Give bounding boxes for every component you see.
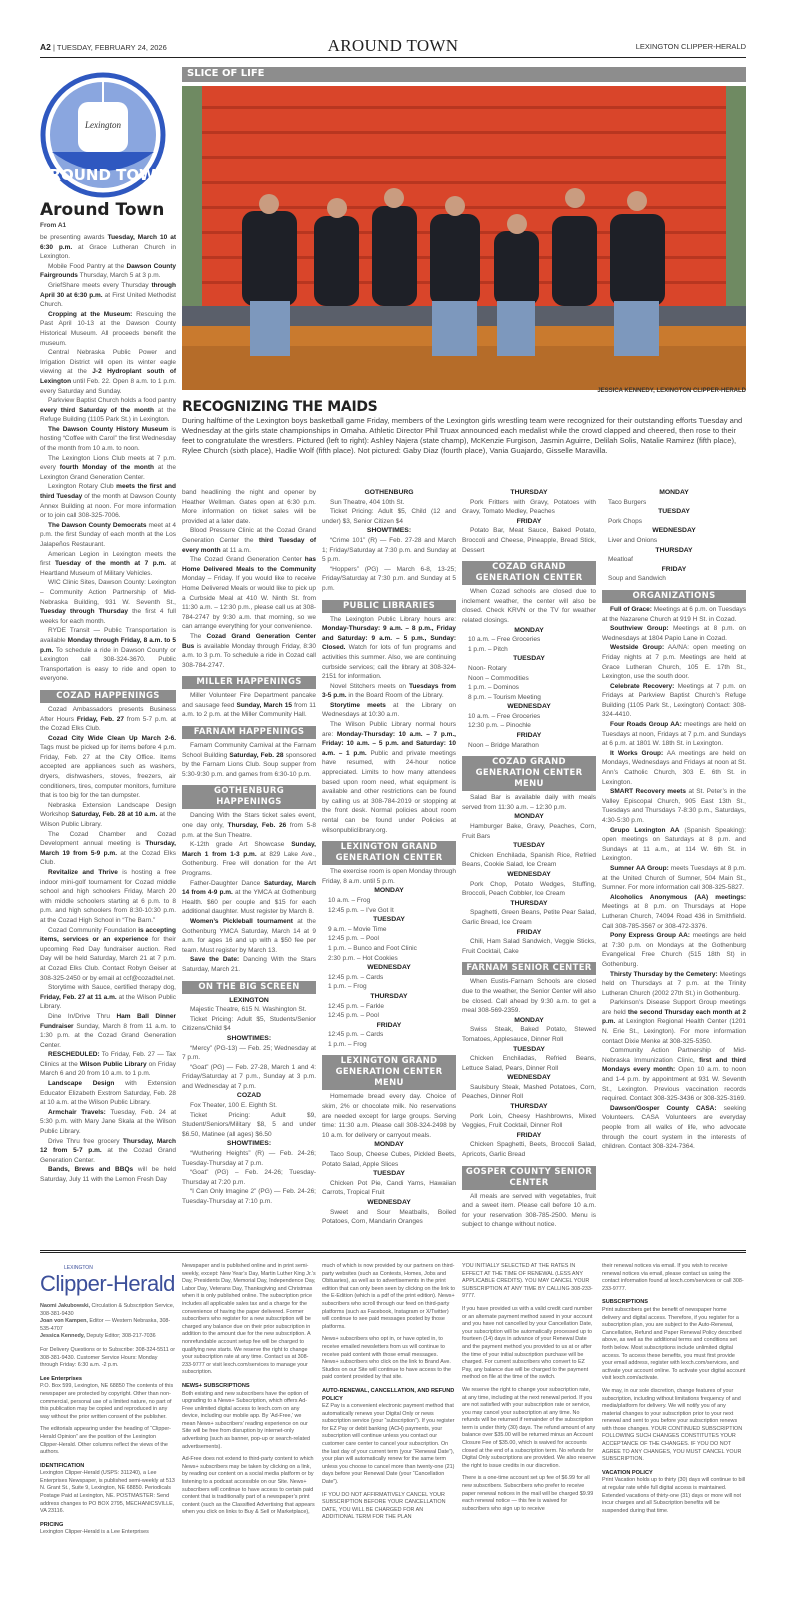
- paragraph: Fox Theater, 100 E. Eighth St.: [190, 1102, 277, 1110]
- showtimes-heading: SHOWTIMES:: [226, 1140, 272, 1148]
- paragraph: Grupo Lexington AA (Spanish Speaking): open meetings on Saturdays at 8 p.m. and Sundays at 11 a.m., at 114 W. 6th St. in Lexington.: [602, 826, 746, 863]
- paragraph: RYDE Transit — Public Transportation is available Monday through Friday, 8 a.m. to 5 p.m. To schedule a ride in Dawson County or Lexington call 308-324-3670. Public Transportation is easy to ride and open to everyone.: [40, 627, 177, 683]
- section-divider: [40, 1250, 746, 1253]
- paragraph: Bands, Brews and BBQs will be held Saturday, July 11 with the Lemon Fresh Day: [40, 1166, 176, 1183]
- schedule-item: 12:45 p.m. – Pool: [328, 935, 379, 943]
- schedule-item: 9 a.m. – Movie Time: [328, 925, 387, 933]
- editorial-note: The editorials appearing under the heading of “Clipper-Herald Opinion” are the position of the Lexington Clipper-Herald. Other columns reflect the views of the authors.: [40, 1426, 171, 1456]
- page-folio: A2 | TUESDAY, FEBRUARY 24, 2026: [40, 42, 167, 52]
- paragraph: Lexington Rotary Club meets the first and third Tuesday of the month at Dawson County Annex Building at noon. For more information or to join call 308-325-7006.: [40, 483, 177, 520]
- paragraph: Cropping at the Museum: Rescuing the Past April 10-13 at the Dawson County Historical Museum. All proceeds benefit the museum.: [40, 310, 176, 347]
- day-heading: MONDAY: [659, 489, 689, 496]
- paragraph: Spaghetti, Green Beans, Petite Pear Salad, Garlic Bread, Ice Cream: [462, 909, 596, 926]
- paragraph: All meals are served with vegetables, fruit and a sweet item. Please call before 10 a.m. for your reservation 308-785-2500. Menu is subject to change without notice.: [462, 1192, 596, 1229]
- section-heading: FARNAM HAPPENINGS: [182, 726, 316, 739]
- day-heading: WEDNESDAY: [507, 871, 551, 878]
- paragraph: Miller Volunteer Fire Department pancake and sausage feed Sunday, March 15 from 11 a.m. to 2 p.m. at the Miller Community Hall.: [182, 692, 316, 719]
- day-heading: WEDNESDAY: [367, 964, 411, 972]
- paragraph: Thirsty Thursday by the Cemetery: Meetings held on Thursdays at 7 p.m. at the Trinity Lutheran Church (2002 27th St.) in Gothenburg.: [602, 970, 747, 997]
- day-heading: WEDNESDAY: [367, 1199, 411, 1206]
- paragraph: Sumner AA Group: meets Tuesdays at 8 p.m. at the United Church of Sumner, 504 Main St., Sumner. For more information call 308-325-5827.: [602, 864, 746, 892]
- subscription-terms-col3: [322, 1263, 456, 1527]
- day-heading: FRIDAY: [376, 1021, 402, 1029]
- day-heading: FRIDAY: [516, 517, 542, 525]
- section-heading: COZAD GRAND GENERATION CENTER: [462, 561, 596, 585]
- paragraph: Chicken Spaghetti, Beets, Broccoli Salad, Apricots, Garlic Bread: [462, 1141, 596, 1159]
- paragraph: SMART Recovery meets at St. Peter’s in the Valley Episcopal Church, 905 East 13th St., Tuesdays and Thursdays 7-8:30 p.m., Saturdays, 4:30-5:30 p.m.: [602, 788, 746, 824]
- terms-paragraph: There is a one-time account set up fee of $6.99 for all new subscribers. Subscribers who prefer to receive paper renewal notices in the mail will be charged $9.99 each renewal notice — this fee is waived for subscribers who sign up to receive: [462, 1475, 594, 1512]
- schedule-item: 12:45 p.m. – Cards: [328, 973, 384, 981]
- events-column-2: [182, 488, 316, 1207]
- schedule-item: 1 p.m. – Bunco and Foot Clinic: [328, 944, 417, 952]
- paragraph: Revitalize and Thrive is hosting a free indoor mini-golf tournament for Cozad middle school and high schoolers Friday, March 20 with middle schoolers starting at 6 p.m. to 8 p.m. and high schoolers from 8:30-10:30 p.m. at the Cozad High School in “The Barn.”: [40, 869, 176, 924]
- paragraph: “Crime 101” (R) — Feb. 27-28 and March 1; Friday/Saturday at 7:30 p.m. and Sunday at 5 p.m.: [322, 536, 456, 564]
- paragraph: When Cozad schools are closed due to inclement weather, the center will also be closed. Check KRVN or the TV for weather related closings.: [462, 588, 596, 624]
- paragraph: The Dawson County History Museum is hosting “Coffee with Carol” the first Wednesday of the month from 10 a.m. to noon.: [40, 425, 176, 453]
- paragraph: Swiss Steak, Baked Potato, Stewed Tomatoes, Applesauce, Dinner Roll: [462, 1026, 596, 1043]
- svg-text:Lexington: Lexington: [85, 120, 121, 130]
- paragraph: Pony Express Group AA: meetings are held at 7:30 p.m. on Mondays at the Gothenburg Evangelical Free Church (515 18th St) in Gothenburg.: [602, 932, 746, 968]
- town-heading: COZAD: [236, 1092, 262, 1100]
- paragraph: Storytime meets at the Library on Wednesdays at 10:30 a.m.: [322, 701, 456, 719]
- day-heading: WEDNESDAY: [507, 1074, 551, 1082]
- schedule-item: Taco Burgers: [608, 498, 647, 506]
- paragraph: Pork Fritters with Gravy, Potatoes with Gravy, Tomato Medley, Peaches: [462, 498, 596, 516]
- terms-paragraph: IF YOU DO NOT AFFIRMATIVELY CANCEL YOUR SUBSCRIPTION BEFORE YOUR CANCELLATION DATE, YOU WILL BE CHARGED FOR AN ADDITIONAL TERM FOR THE PLAN: [322, 1491, 446, 1521]
- paragraph: The Lexington Public Library hours are: Monday-Thursday: 9 a.m. – 8 p.m., Friday and Saturday: 9 a.m. – 5 p.m., Sunday: Closed. Watch for lots of fun programs and activities this summer. Also, we are continuing curbside services; call the library at 308-324-2151 for information.: [322, 615, 456, 681]
- paragraph: Blood Pressure Clinic at the Cozad Grand Generation Center the third Tuesday of every month at 11 a.m.: [182, 527, 317, 554]
- paragraph: “I Can Only Imagine 2” (PG) — Feb. 24-26; Tuesday-Thursday at 7:10 p.m.: [182, 1188, 316, 1205]
- paragraph: Ticket Pricing: Adult $5, Child (12 and under) $3, Senior Citizen $4: [322, 508, 456, 525]
- schedule-item: Soup and Sandwich: [608, 575, 666, 583]
- schedule-item: 12:45 p.m. – Pool: [328, 1012, 379, 1020]
- svg-text:AROUND TOWN: AROUND TOWN: [40, 166, 166, 184]
- around-town-title: Around Town: [40, 200, 165, 220]
- masthead-small: LEXINGTON: [64, 1265, 93, 1271]
- page-number: A2: [40, 42, 51, 52]
- paragraph: GriefShare meets every Thursday through April 30 at 6:30 p.m. at First United Methodist Church.: [40, 281, 176, 309]
- paragraph: Dine In/Drive Thru Ham Ball Dinner Fundraiser Sunday, March 8 from 11 a.m. to 1:30 p.m. at the Cozad Grand Generation Center.: [40, 1012, 176, 1049]
- day-heading: TUESDAY: [513, 1045, 545, 1053]
- slice-of-life-label: SLICE OF LIFE: [182, 67, 746, 82]
- terms-paragraph: Newspaper and is published online and in print semi-weekly, except: New Year’s Day, Martin Luther King Jr.’s Day, Presidents Day, Memorial Day, Independence Day, Labor Day, Veterans Day, Thanksgiving and Christmas when it is only published online. The subscription price includes all applicable sales tax and a charge for the convenience of having the paper delivered. Former subscribers who register for a new subscription will be charged any balance due on their prior subscription in addition to the amount due for the new subscription. A nonrefundable account setup fee will be charged to qualifying new starts. We reserve the right to change your subscription rate at any time. Contact us at 308-233-9777 or visit lexch.com/services to manage your subscription.: [182, 1263, 316, 1376]
- issue-date: TUESDAY, FEBRUARY 24, 2026: [56, 43, 167, 52]
- day-heading: MONDAY: [374, 1141, 404, 1149]
- paragraph: Chicken Enchilada, Spanish Rice, Refried Beans, Cookie Salad, Ice Cream: [462, 851, 596, 869]
- staff-line: Jessica Kennedy, Deputy Editor; 308-217-7036: [40, 1333, 156, 1340]
- schedule-item: 12:45 p.m. – Cards: [328, 1031, 384, 1039]
- schedule-item: Noon – Commodities: [468, 674, 529, 682]
- identification-text: Lexington Clipper-Herald (USPS: 311240), a Lee Enterprises Newspaper, is published semi-weekly at 513 N. Grant St., Suite 9, Lexington, NE 68850. Periodicals Postage Paid at Lexington, NE. POSTMASTER: Send address changes to PO BOX 2795, MECHANICSVILLE, VA 23116.: [40, 1470, 175, 1515]
- events-column-3: [322, 488, 456, 1227]
- paragraph: Pork Chop, Potato Wedges, Stuffing, Broccoli, Peach Cobbler, Ice Cream: [462, 880, 596, 898]
- photo-headline: RECOGNIZING THE MAIDS: [182, 399, 378, 415]
- day-heading: WEDNESDAY: [507, 703, 551, 711]
- paragraph: Ticket Pricing: Adult $9, Student/Seniors/Military $8, 5 and under $6.50, Matinee (all ages) $6.50: [182, 1111, 316, 1138]
- paragraph: be presenting awards Tuesday, March 10 at 6:30 p.m. at Grace Lutheran Church in Lexington.: [40, 234, 176, 261]
- day-heading: THURSDAY: [510, 1103, 548, 1111]
- paragraph: Save the Date: Dancing With the Stars Saturday, March 21.: [182, 956, 317, 973]
- paragraph: Ticket Pricing: Adult $5, Students/Senior Citizens/Child $4: [182, 1015, 316, 1033]
- terms-heading: AUTO-RENEWAL, CANCELLATION, AND REFUND POLICY: [322, 1387, 455, 1402]
- jump-from-label: From A1: [40, 222, 67, 229]
- paragraph: Drive Thru free grocery Thursday, March 12 from 5-7 p.m. at the Cozad Grand Generation Center.: [40, 1137, 177, 1164]
- paragraph: The Dawson County Democrats meet at 4 p.m. the first Sunday of each month at the Los Jalapeños Restaurant.: [40, 521, 176, 548]
- staff-line: Naomi Jakubowski, Circulation & Subscription Service, 308-381-9430: [40, 1303, 175, 1317]
- day-heading: WEDNESDAY: [652, 527, 696, 535]
- paragraph: Dancing With the Stars ticket sales event, one day only, Thursday, Feb. 26 from 5-8 p.m. at the Sun Theatre.: [182, 812, 316, 839]
- photo-caption: During halftime of the Lexington boys basketball game Friday, members of the Lexington girls wrestling team were recognized for their outstanding efforts Tuesday and Wednesday at the girls state championships in Omaha. Athletic Director Phil Truax announced each medalist while the crowd clapped and cheered, then rose to their feet to congratulate the wrestlers. Pictured (left to right): Ashley Najera (state champ), McKenzie Furgison, Jasmin Aguirre, Delilah Solis, Natalie Ramirez (fifth place), Rylee Church (sixth place), Hadlie Wolf (fifth place). Not pictured: Gaby Diaz (fourth place), Vania Guajardo, Gisselle Maravilla.: [182, 416, 743, 455]
- paragraph: Father-Daughter Dance Saturday, March 14 from 4-9 p.m. at the YMCA at Gothenburg Health. $60 per couple and $15 for each additional daughter. Must register by March 8.: [182, 879, 316, 916]
- section-heading: COZAD GRAND GENERATION CENTER MENU: [462, 756, 596, 791]
- paragraph: Storytime with Sauce, certified therapy dog, Friday, Feb. 27 at 11 a.m. at the Wilson Public Library.: [40, 984, 177, 1011]
- pricing-heading: PRICING: [40, 1521, 64, 1528]
- showtimes-heading: SHOWTIMES:: [366, 527, 412, 535]
- terms-paragraph: We may, in our sole discretion, change features of your subscription, including without limitations frequency of and media/platform for delivery. We will notify you of any material changes to your subscription prior to your next renewal and sent to you before your subscription renews with those changes. YOUR CONTINUED SUBSCRIPTION FOLLOWING SUCH CHANGES CONSTITUTES YOUR ACCEPTANCE OF THE CHANGES. IF YOU DO NOT AGREE TO ANY CHANGES, YOU MUST CANCEL YOUR SUBSCRIPTION.: [602, 1387, 743, 1463]
- day-heading: MONDAY: [514, 1016, 544, 1024]
- paragraph: Saulsbury Steak, Mashed Potatoes, Corn, Peaches, Dinner Roll: [462, 1083, 596, 1101]
- terms-paragraph: EZ Pay is a convenient electronic payment method that automatically renews your Digital Only or news subscription service (your “subscription”). If you register for EZ Pay or debit banking (ACH) payments, your subscription will continue unless you contact our customer care center to cancel your subscription. On the last day of your current term (your “Renewal Date”), your plan will automatically renew for the same term unless you choose to cancel more than twenty-one (21) days before your Renewal Date (your “Cancellation Date”).: [322, 1403, 455, 1486]
- schedule-item: 10 a.m. – Frog: [328, 896, 371, 904]
- section-heading: COZAD HAPPENINGS: [40, 690, 176, 703]
- paragraph: Cozad Community Foundation is accepting items, services or an experience for their upcoming Red Day fundraiser auction. Red Day will be held Saturday, March 21 at 7 p.m. at Cozad Elks Club. Contact Robyn Geiser at 308-325-2450 or by email at ccf@cozadtel.net.: [40, 926, 177, 982]
- paragraph: Women’s Pickleball tournament at the Gothenburg YMCA Saturday, March 14 at 9 a.m. for ages 16 and up with a $50 fee per team. Must register by March 13.: [182, 917, 316, 954]
- paragraph: Salad Bar is available daily with meals served from 11:30 a.m. – 12:30 p.m.: [462, 794, 596, 811]
- masthead-info: [40, 1303, 176, 1537]
- paragraph: Celebrate Recovery: Meetings at 7 p.m. on Fridays at Parkview Baptist Church’s Refuge Building (1105 Park St., Lexington) Contact: 308-324-4410.: [602, 682, 746, 719]
- terms-paragraph: Print Vacation holds up to thirty (30) days will continue to bill at regular rate while full digital access is maintained. Extended vacations of thirty-one (31) days or more will not incur charges and all Subscription benefits will be suspended during that time.: [602, 1477, 746, 1514]
- masthead-logo: Clipper-Herald: [40, 1271, 175, 1296]
- terms-heading: VACATION POLICY: [602, 1469, 653, 1476]
- day-heading: TUESDAY: [373, 916, 405, 924]
- section-heading: ON THE BIG SCREEN: [182, 981, 316, 994]
- day-heading: TUESDAY: [513, 655, 545, 663]
- paragraph: American Legion in Lexington meets the first Tuesday of the month at 7 p.m. at Heartland Museum of Military Vehicles.: [40, 550, 176, 577]
- day-heading: THURSDAY: [510, 899, 548, 907]
- day-heading: MONDAY: [514, 626, 544, 634]
- schedule-item: 12:45 p.m. – I’ve Got It: [328, 906, 394, 914]
- around-town-logo: [40, 72, 166, 198]
- pricing-text: Lexington Clipper-Herald is a Lee Enterprises: [40, 1529, 149, 1536]
- paper-name: LEXINGTON CLIPPER-HERALD: [635, 42, 746, 51]
- subscription-terms-col4: [462, 1263, 596, 1518]
- terms-paragraph: their renewal notices via email. If you wish to receive renewal notices via email, please contact us using the contact information found at lexch.com/services or call 308-233-9777.: [602, 1263, 744, 1292]
- subscription-terms-col2: [182, 1263, 316, 1522]
- paragraph: Full of Grace: Meetings at 6 p.m. on Tuesdays at the Nazarene Church at 919 H St. in Cozad.: [602, 605, 746, 623]
- day-heading: MONDAY: [374, 887, 404, 895]
- paragraph: Farnam Community Carnival at the Farnam School Building Saturday, Feb. 28 sponsored by the Farnam Lions Club. Soup supper from 5:30-9:30 p.m. and games from 6:30-10 p.m.: [182, 742, 316, 778]
- paragraph: “Wuthering Heights” (R) — Feb. 24-26; Tuesday-Thursday at 7 p.m.: [182, 1150, 316, 1167]
- masthead-block: [40, 1265, 176, 1542]
- paragraph: band headlining the night and opener by Heather Wellman. Gates open at 6:30 p.m. More information on ticket sales will be provided at a later date.: [182, 489, 316, 525]
- paragraph: WIC Clinic Sites, Dawson County: Lexington – Community Action Partnership of Mid-Nebraska Building, 931 W. Seventh St., Tuesday through Thursday the first 4 full weeks for each month.: [40, 579, 176, 625]
- schedule-item: 10 a.m. – Free Groceries: [468, 636, 541, 644]
- lee-heading: Lee Enterprises: [40, 1375, 82, 1382]
- paragraph: Dawson/Gosper County CASA: seeking Volunteers. CASA Volunteers are everyday people from all walks of life, who advocate through the court system in the interests of children. Contact 308-324-7364.: [602, 1104, 746, 1151]
- paragraph: Central Nebraska Public Power and Irrigation District will open its winter eagle viewing at the J-2 Hydroplant south of Lexington until Feb. 22. Open 8 a.m. to 1 p.m. every Saturday and Sunday.: [40, 349, 176, 395]
- section-title: AROUND TOWN: [327, 36, 459, 55]
- section-heading: ORGANIZATIONS: [602, 590, 746, 603]
- subscription-terms-col5: [602, 1263, 746, 1520]
- schedule-item: 12:45 p.m. – Farkle: [328, 1002, 384, 1010]
- paragraph: Chicken Enchiladas, Refried Beans, Lettuce Salad, Pears, Dinner Roll: [462, 1055, 596, 1072]
- paragraph: Mobile Food Pantry at the Dawson County Fairgrounds Thursday, March 5 at 3 p.m.: [40, 262, 176, 280]
- day-heading: FRIDAY: [516, 1131, 542, 1139]
- paragraph: Four Roads Group AA: meetings are held on Tuesdays at noon, Fridays at 7 p.m. and Sundays at 6 p.m. at 1801 W. 18th St. in Lexington.: [602, 721, 746, 748]
- paragraph: Cozad Ambassadors presents Business After Hours Friday, Feb. 27 from 5-7 p.m. at the Cozad Elks Club.: [40, 705, 176, 733]
- around-town-column: [40, 233, 176, 1185]
- paragraph: Alcoholics Anonymous (AA) meetings: Meetings at 8 p.m. on Thursdays at Hope Lutheran Church, 74094 Road 436 in Smithfield. Call 308-785-3567 or 308-472-3376.: [602, 893, 746, 930]
- paragraph: Novel Stitchers meets on Tuesdays from 3-5 p.m. in the Board Room of the Library.: [322, 682, 456, 700]
- terms-paragraph: News+ subscribers who opt in, or have opted in, to receive emailed newsletters from us will continue to receive paid content with those email messages. News+ subscribers who click on the link to Brand Ave. Studios on our Site will continue to have access to the paid content provided by that site.: [322, 1336, 451, 1381]
- paragraph: Community Action Partnership of Mid-Nebraska Immunization Clinic, first and third Mondays every month: Open 10 a.m. to noon and 1-4 p.m. by appointment at 931 W. Seventh St., Lexington. Previous vaccination records required. Contact 308-325-3436 or 308-325-3169.: [602, 1047, 747, 1103]
- paragraph: “Hoppers” (PG) — March 6-8, 13-25; Friday/Saturday at 7:30 p.m. and Sunday at 5 p.m.: [322, 565, 456, 592]
- schedule-item: 10 a.m. – Free Groceries: [468, 712, 541, 720]
- paragraph: The Cozad Grand Generation Center has Home Delivered Meals to the Community Monday – Friday. If you would like to receive Home Delivered Meals or would like to pick up a Curbside Meal at 410 W. Ninth St. from 11:30 a.m. – 12:30 p.m., please call us at 308-784-2747 by 9:30 a.m. that morning, so we can arrange everything for your convenience.: [182, 556, 316, 631]
- paragraph: RESCHEDULED: To Friday, Feb. 27 — Tax Clinics at the Wilson Public Library on Friday March 6 and 20 from 10 a.m. to 1 p.m.: [40, 1051, 176, 1078]
- events-column-4: [462, 488, 596, 1230]
- schedule-item: 1 p.m. – Frog: [328, 1040, 367, 1048]
- paragraph: Armchair Travels: Tuesday, Feb. 24 at 5:30 p.m. with Mary Jane Skala at the Wilson Public Library.: [40, 1108, 176, 1136]
- section-heading: PUBLIC LIBRARIES: [322, 600, 456, 613]
- paragraph: The exercise room is open Monday through Friday, 8 a.m. until 5 p.m.: [322, 868, 456, 885]
- day-heading: TUESDAY: [513, 842, 545, 850]
- paragraph: Sweet and Sour Meatballs, Boiled Potatoes, Corn, Mandarin Oranges: [322, 1208, 456, 1226]
- day-heading: THURSDAY: [655, 546, 693, 554]
- schedule-item: Noon- Rotary: [468, 664, 507, 672]
- day-heading: THURSDAY: [370, 992, 408, 1000]
- paragraph: Parkview Baptist Church holds a food pantry every third Saturday of the month at the Refuge Building (1105 Park St.) in Lexington.: [40, 397, 176, 424]
- identification-heading: IDENTIFICATION: [40, 1462, 85, 1469]
- paragraph: Chili, Ham Salad Sandwich, Veggie Sticks, Fruit Cocktail, Cake: [462, 938, 596, 955]
- lee-info: P.O. Box 599, Lexington, NE 68850 The contents of this newspaper are protected by copyright. Other than non-commercial, personal use of a limited nature, no part of this publication may be copied and reproduced in any way without the prior written consent of the publisher.: [40, 1383, 174, 1420]
- terms-paragraph: YOU INITIALLY SELECTED AT THE RATES IN EFFECT AT THE TIME OF RENEWAL (LESS ANY APPLICABLE CREDITS). YOU MAY CANCEL YOUR SUBSCRIPTION AT ANY TIME BY CALLING 308-233-9777.: [462, 1263, 593, 1300]
- day-heading: TUESDAY: [658, 508, 690, 516]
- page-header: [40, 36, 746, 58]
- terms-paragraph: Print subscribers get the benefit of newspaper home delivery and digital access. Therefore, if you register for a subscription plan, you are subject to the Auto-Renewal, Cancellation, Refund and Paper Renewal Policy described above, as well as the additional terms and conditions set forth below. Most subscriptions include unlimited digital access. To access these benefits, you must first provide your email address, register with lexch.com/services, and activate your account online. To activate your digital account visit lexch.com/activate.: [602, 1306, 746, 1382]
- paragraph: “Mercy” (PG-13) — Feb. 25; Wednesday at 7 p.m.: [182, 1044, 316, 1062]
- terms-paragraph: We reserve the right to change your subscription rate, at any time, including at the next renewal period. If you are not satisfied with your subscription rate or service, you may cancel your subscription at any time. No refunds will be returned if remainder of the subscription term is under thirty (30) days. The refund amount of any balance over $35.00 will be returned minus an Account Closure Fee of $35.00, which is waived for accounts closed at the end of a subscription term. No refunds for Digital Only subscriptions are provided. We also reserve the right to issue credits in our discretion.: [462, 1386, 596, 1469]
- terms-heading: NEWS+ SUBSCRIPTIONS: [182, 1382, 250, 1389]
- paragraph: Homemade bread every day. Choice of skim, 2% or chocolate milk. No reservations are needed except for large groups. Serving time: 11:30 a.m. Please call 308-324-2498 by 10 a.m. for delivery or carryout meals.: [322, 1093, 456, 1139]
- section-heading: LEXINGTON GRAND GENERATION CENTER MENU: [322, 1055, 456, 1090]
- staff-line: Joan von Kampen, Editor — Western Nebraska, 308-535-4707: [40, 1318, 171, 1332]
- photo-image-icon: [182, 86, 746, 390]
- terms-paragraph: If you have provided us with a valid credit card number or an alternate payment method saved in your account and you have not cancelled by your Cancellation Date, your subscription will be automatically processed up to fourteen (14) days in advance of your Renewal Date and the payment method you provided to us at or after the time of your initial subscription purchase will be charged. For current subscribers who convert to EZ Pay, any balance due will be charged to the payment method on file at the time of the switch.: [462, 1305, 593, 1381]
- showtimes-heading: SHOWTIMES:: [226, 1034, 272, 1042]
- section-heading: FARNAM SENIOR CENTER: [462, 962, 596, 975]
- section-heading: GOSPER COUNTY SENIOR CENTER: [462, 1166, 596, 1190]
- schedule-item: Liver and Onions: [608, 536, 658, 544]
- section-heading: MILLER HAPPENINGS: [182, 676, 316, 689]
- day-heading: FRIDAY: [661, 565, 687, 573]
- day-heading: TUESDAY: [373, 1170, 405, 1178]
- day-heading: THURSDAY: [510, 489, 548, 496]
- schedule-item: 2:30 p.m. – Hot Cookies: [328, 954, 398, 962]
- water-tower-icon: [40, 72, 166, 198]
- day-heading: MONDAY: [514, 813, 544, 821]
- schedule-item: Pork Chops: [608, 517, 642, 525]
- paragraph: K-12th grade Art Showcase Sunday, March 1 from 1-3 p.m. at 829 Lake Ave., Gothenburg. Free will donation for the Art Programs.: [182, 841, 317, 877]
- terms-paragraph: much of which is now provided by our partners on third-party websites (such as Contests, Homes, Jobs and Obituaries), as well as to advertisements in the print edition that can only been seen by clicking on the link to the E-Edition (which is a pdf of the print edition). News+ subscribers who scroll through our feed on third-party platforms (such as Facebook, Instagram or X/Twitter) will continue to see paid messages posted by those platforms.: [322, 1263, 456, 1330]
- paragraph: Cozad City Wide Clean Up March 2-6. Tags must be picked up for items before 4 p.m. Friday, Feb. 27 at the City Office. Items accepted are appliances such as washers, dryers, dishwashers, stoves, freezers, air conditioners, tires, computer monitors, furniture that is too big for the tan dumpster.: [40, 734, 176, 800]
- delivery-info: For Delivery Questions or to Subscribe: 308-324-5511 or 308-381-9430. Customer Service Hours: Monday through Friday: 6:30 a.m. -2 p.m.: [40, 1346, 176, 1369]
- terms-paragraph: Both existing and new subscribers have the option of upgrading to a News+ Subscription, which offers Ad-Free unlimited digital access to lexch.com on any device, including our mobile app. By ‘Ad-Free,’ we mean News+ subscribers’ reading experience on our Site will be free from disruption by internet-only advertising (such as banner, pop-up or search-related advertisements).: [182, 1390, 310, 1450]
- paragraph: Pork Loin, Cheesy Hashbrowns, Mixed Veggies, Fruit Cocktail, Dinner Roll: [462, 1112, 596, 1130]
- paragraph: The Lexington Lions Club meets at 7 p.m. every fourth Monday of the month at the Lexington Grand Generation Center.: [40, 454, 176, 481]
- paragraph: Sun Theatre, 404 10th St.: [330, 498, 405, 506]
- paragraph: Hamburger Bake, Gravy, Peaches, Corn, Fruit Bars: [462, 823, 596, 840]
- paragraph: “Goat” (PG) — Feb. 27-28, March 1 and 4: Friday/Saturday at 7 p.m., Sunday at 3 p.m. and Wednesday at 7 p.m.: [182, 1063, 316, 1090]
- paragraph: It Works Group: AA meetings are held on Mondays, Wednesdays and Fridays at noon at St. Ann’s Catholic Church, 303 E. 6th St. in Lexington.: [602, 749, 746, 786]
- paragraph: Westside Group: AA/NA: open meeting on Friday nights at 7 p.m. Meetings are held at Grace Lutheran Church, 105 E. 17th St., Lexington, use the south door.: [602, 644, 746, 681]
- paragraph: Majestic Theatre, 615 N. Washington St.: [190, 1006, 307, 1014]
- events-column-5: [602, 488, 746, 1152]
- paragraph: The Cozad Chamber and Cozad Development annual meeting is Thursday, March 19 from 5-9 p.m. at the Cozad Elks Club.: [40, 830, 176, 867]
- paragraph: Taco Soup, Cheese Cubes, Pickled Beets, Potato Salad, Apple Slices: [322, 1151, 456, 1168]
- section-heading: LEXINGTON GRAND GENERATION CENTER: [322, 841, 456, 865]
- section-heading: GOTHENBURG HAPPENINGS: [182, 785, 316, 809]
- paragraph: Landscape Design with Extension Educator Elizabeth Exstrom Saturday, Feb. 28 at 10 a.m. at the Wilson Public Library.: [40, 1080, 177, 1107]
- town-heading: LEXINGTON: [229, 996, 269, 1004]
- schedule-item: 1 p.m. – Pitch: [468, 645, 508, 653]
- paragraph: Southview Group: Meetings at 8 p.m. on Wednesdays at 1804 Papio Lane in Cozad.: [602, 625, 746, 642]
- terms-heading: SUBSCRIPTIONS: [602, 1299, 648, 1306]
- photo-credit: JESSICA KENNEDY, LEXINGTON CLIPPER-HERALD: [597, 388, 746, 394]
- day-heading: FRIDAY: [516, 732, 542, 740]
- day-heading: FRIDAY: [516, 928, 542, 936]
- schedule-item: Meatloaf: [608, 556, 633, 564]
- paragraph: The Cozad Grand Generation Center Bus is available Monday through Friday, 8:30 a.m. to 3 p.m. To schedule a ride in Cozad call 308-784-2747.: [182, 632, 316, 669]
- paragraph: Potato Bar, Meat Sauce, Baked Potato, Broccoli and Cheese, Pineapple, Bread Stick, Dessert: [462, 527, 596, 554]
- paragraph: When Eustis-Farnam Schools are closed due to the weather, the Senior Center will also be closed. Call ahead by 9:30 a.m. to get a meal 308-569-2359.: [462, 978, 596, 1015]
- schedule-item: Noon – Bridge Marathon: [468, 741, 539, 749]
- schedule-item: 12:30 p.m. – Pinochle: [468, 722, 531, 730]
- schedule-item: 8 p.m. – Tourism Meeting: [468, 693, 541, 701]
- paragraph: “Goat” (PG) – Feb. 24-26; Tuesday-Thursday at 7:20 p.m.: [182, 1169, 316, 1186]
- wrestling-team-photo: [182, 86, 746, 390]
- paragraph: The Wilson Public Library normal hours are: Monday-Thursday: 10 a.m. – 7 p.m., Friday: 10 a.m. – 5 p.m. and Saturday: 10 a.m. – 1 p.m. Public and private meetings have resumed, with 24-hour notice appreciated. Limits to how many attendees based upon room need, what equipment is available and other restrictions can be found by calling us at 308-784-2019 or stopping at the front desk. Normal policies about room rental can be found under Policies at wilsonpubliclibrary.org.: [322, 721, 456, 834]
- paragraph: Chicken Pot Pie, Candi Yams, Hawaiian Carrots, Tropical Fruit: [322, 1179, 456, 1197]
- terms-paragraph: Ad-Free does not extend to third-party content to which News+ subscribers may be taken by clicking on a link, by reading our content on a social media platform or by listening to a podcast accessible on our Site. News+ subscribers will continue to have access to certain paid content that is traditionally part of a newspaper’s print content (such as the Classified Advertising that appears when you click on links to Buy & Sell or Marketplace),: [182, 1456, 315, 1516]
- schedule-item: 1 p.m. – Frog: [328, 983, 367, 991]
- town-heading: GOTHENBURG: [364, 489, 414, 496]
- schedule-item: 1 p.m. – Dominos: [468, 684, 519, 692]
- paragraph: Parkinson’s Disease Support Group meetings are held the second Thursday each month at 2 p.m. at Lexington Regional Health Center (1201 N. Erie St., Lexington). For more information contact Dixie Menke at 308-325-5350.: [602, 999, 746, 1045]
- paragraph: Nebraska Extension Landscape Design Workshop Saturday, Feb. 28 at 10 a.m. at the Wilson Public Library.: [40, 801, 177, 829]
